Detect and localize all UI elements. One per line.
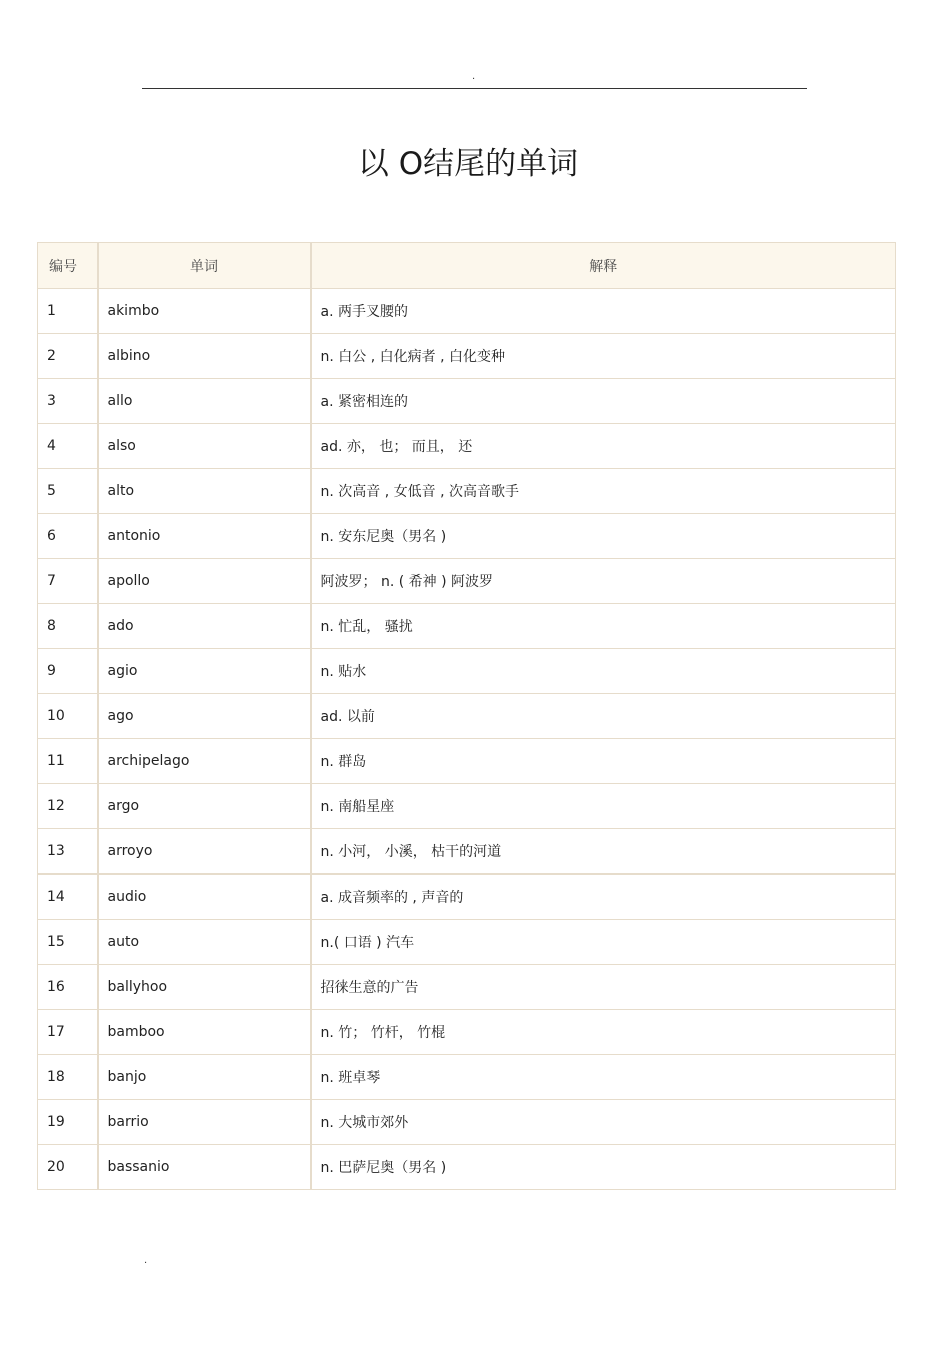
table-row xyxy=(38,514,896,559)
table-body xyxy=(38,289,896,1190)
table-row xyxy=(38,604,896,649)
table-row xyxy=(38,965,896,1010)
table-row xyxy=(38,1010,896,1055)
row-number: 13 xyxy=(38,829,98,875)
header-number: 编号 xyxy=(38,243,98,289)
row-definition: n. 大城市郊外 xyxy=(311,1100,896,1145)
row-word: apollo xyxy=(98,559,311,604)
row-word: agio xyxy=(98,649,311,694)
row-definition: ad. 以前 xyxy=(311,694,896,739)
row-number: 12 xyxy=(38,784,98,829)
table-row xyxy=(38,424,896,469)
row-number: 8 xyxy=(38,604,98,649)
header-definition: 解释 xyxy=(311,243,896,289)
row-word: albino xyxy=(98,334,311,379)
row-number: 19 xyxy=(38,1100,98,1145)
row-number: 3 xyxy=(38,379,98,424)
row-definition: a. 成音频率的 , 声音的 xyxy=(311,874,896,920)
table-row xyxy=(38,1055,896,1100)
row-definition: a. 紧密相连的 xyxy=(311,379,896,424)
row-word: alto xyxy=(98,469,311,514)
table-row xyxy=(38,1100,896,1145)
row-number: 17 xyxy=(38,1010,98,1055)
row-word: akimbo xyxy=(98,289,311,334)
row-word: also xyxy=(98,424,311,469)
row-number: 6 xyxy=(38,514,98,559)
row-number: 15 xyxy=(38,920,98,965)
row-number: 2 xyxy=(38,334,98,379)
footer-dot: . xyxy=(144,1255,148,1266)
row-number: 1 xyxy=(38,289,98,334)
row-word: argo xyxy=(98,784,311,829)
table-row xyxy=(38,784,896,829)
row-definition: n. 安东尼奥（男名 ) xyxy=(311,514,896,559)
row-word: allo xyxy=(98,379,311,424)
table-row xyxy=(38,289,896,334)
row-definition: n. 竹； 竹杆， 竹棍 xyxy=(311,1010,896,1055)
row-definition: n. 小河， 小溪， 枯干的河道 xyxy=(311,829,896,875)
page-title: 以 O结尾的单词 xyxy=(357,145,579,182)
header-word: 单词 xyxy=(98,243,311,289)
row-definition: n. 群岛 xyxy=(311,739,896,784)
row-word: ado xyxy=(98,604,311,649)
row-word: bamboo xyxy=(98,1010,311,1055)
row-definition: n. 忙乱， 骚扰 xyxy=(311,604,896,649)
header-rule xyxy=(142,88,807,89)
row-definition: n.( 口语 ) 汽车 xyxy=(311,920,896,965)
row-word: banjo xyxy=(98,1055,311,1100)
table-row xyxy=(38,469,896,514)
row-word: auto xyxy=(98,920,311,965)
row-number: 7 xyxy=(38,559,98,604)
row-definition: n. 班卓琴 xyxy=(311,1055,896,1100)
row-word: bassanio xyxy=(98,1145,311,1190)
table-row xyxy=(38,334,896,379)
row-number: 4 xyxy=(38,424,98,469)
row-number: 18 xyxy=(38,1055,98,1100)
row-number: 10 xyxy=(38,694,98,739)
row-word: ago xyxy=(98,694,311,739)
row-word: arroyo xyxy=(98,829,311,875)
row-definition: n. 次高音 , 女低音 , 次高音歌手 xyxy=(311,469,896,514)
row-word: archipelago xyxy=(98,739,311,784)
table-row xyxy=(38,559,896,604)
row-number: 20 xyxy=(38,1145,98,1190)
row-word: antonio xyxy=(98,514,311,559)
row-definition: n. 白公 , 白化病者 , 白化变种 xyxy=(311,334,896,379)
header-dot: . xyxy=(472,71,476,82)
row-number: 14 xyxy=(38,874,98,920)
row-definition: n. 贴水 xyxy=(311,649,896,694)
row-definition: 阿波罗； n. ( 希神 ) 阿波罗 xyxy=(311,559,896,604)
table-row xyxy=(38,1145,896,1190)
table-row xyxy=(38,739,896,784)
table-header-row xyxy=(38,243,896,289)
row-definition: 招徕生意的广告 xyxy=(311,965,896,1010)
row-number: 9 xyxy=(38,649,98,694)
table-row xyxy=(38,920,896,965)
row-definition: a. 两手叉腰的 xyxy=(311,289,896,334)
row-number: 16 xyxy=(38,965,98,1010)
row-definition: ad. 亦， 也； 而且， 还 xyxy=(311,424,896,469)
row-word: barrio xyxy=(98,1100,311,1145)
table-row xyxy=(38,649,896,694)
table-row xyxy=(38,874,896,920)
row-number: 11 xyxy=(38,739,98,784)
row-word: audio xyxy=(98,874,311,920)
table-row xyxy=(38,829,896,875)
row-number: 5 xyxy=(38,469,98,514)
table-row xyxy=(38,379,896,424)
row-word: ballyhoo xyxy=(98,965,311,1010)
table-row xyxy=(38,694,896,739)
word-table xyxy=(37,242,896,1190)
row-definition: n. 巴萨尼奥（男名 ) xyxy=(311,1145,896,1190)
row-definition: n. 南船星座 xyxy=(311,784,896,829)
